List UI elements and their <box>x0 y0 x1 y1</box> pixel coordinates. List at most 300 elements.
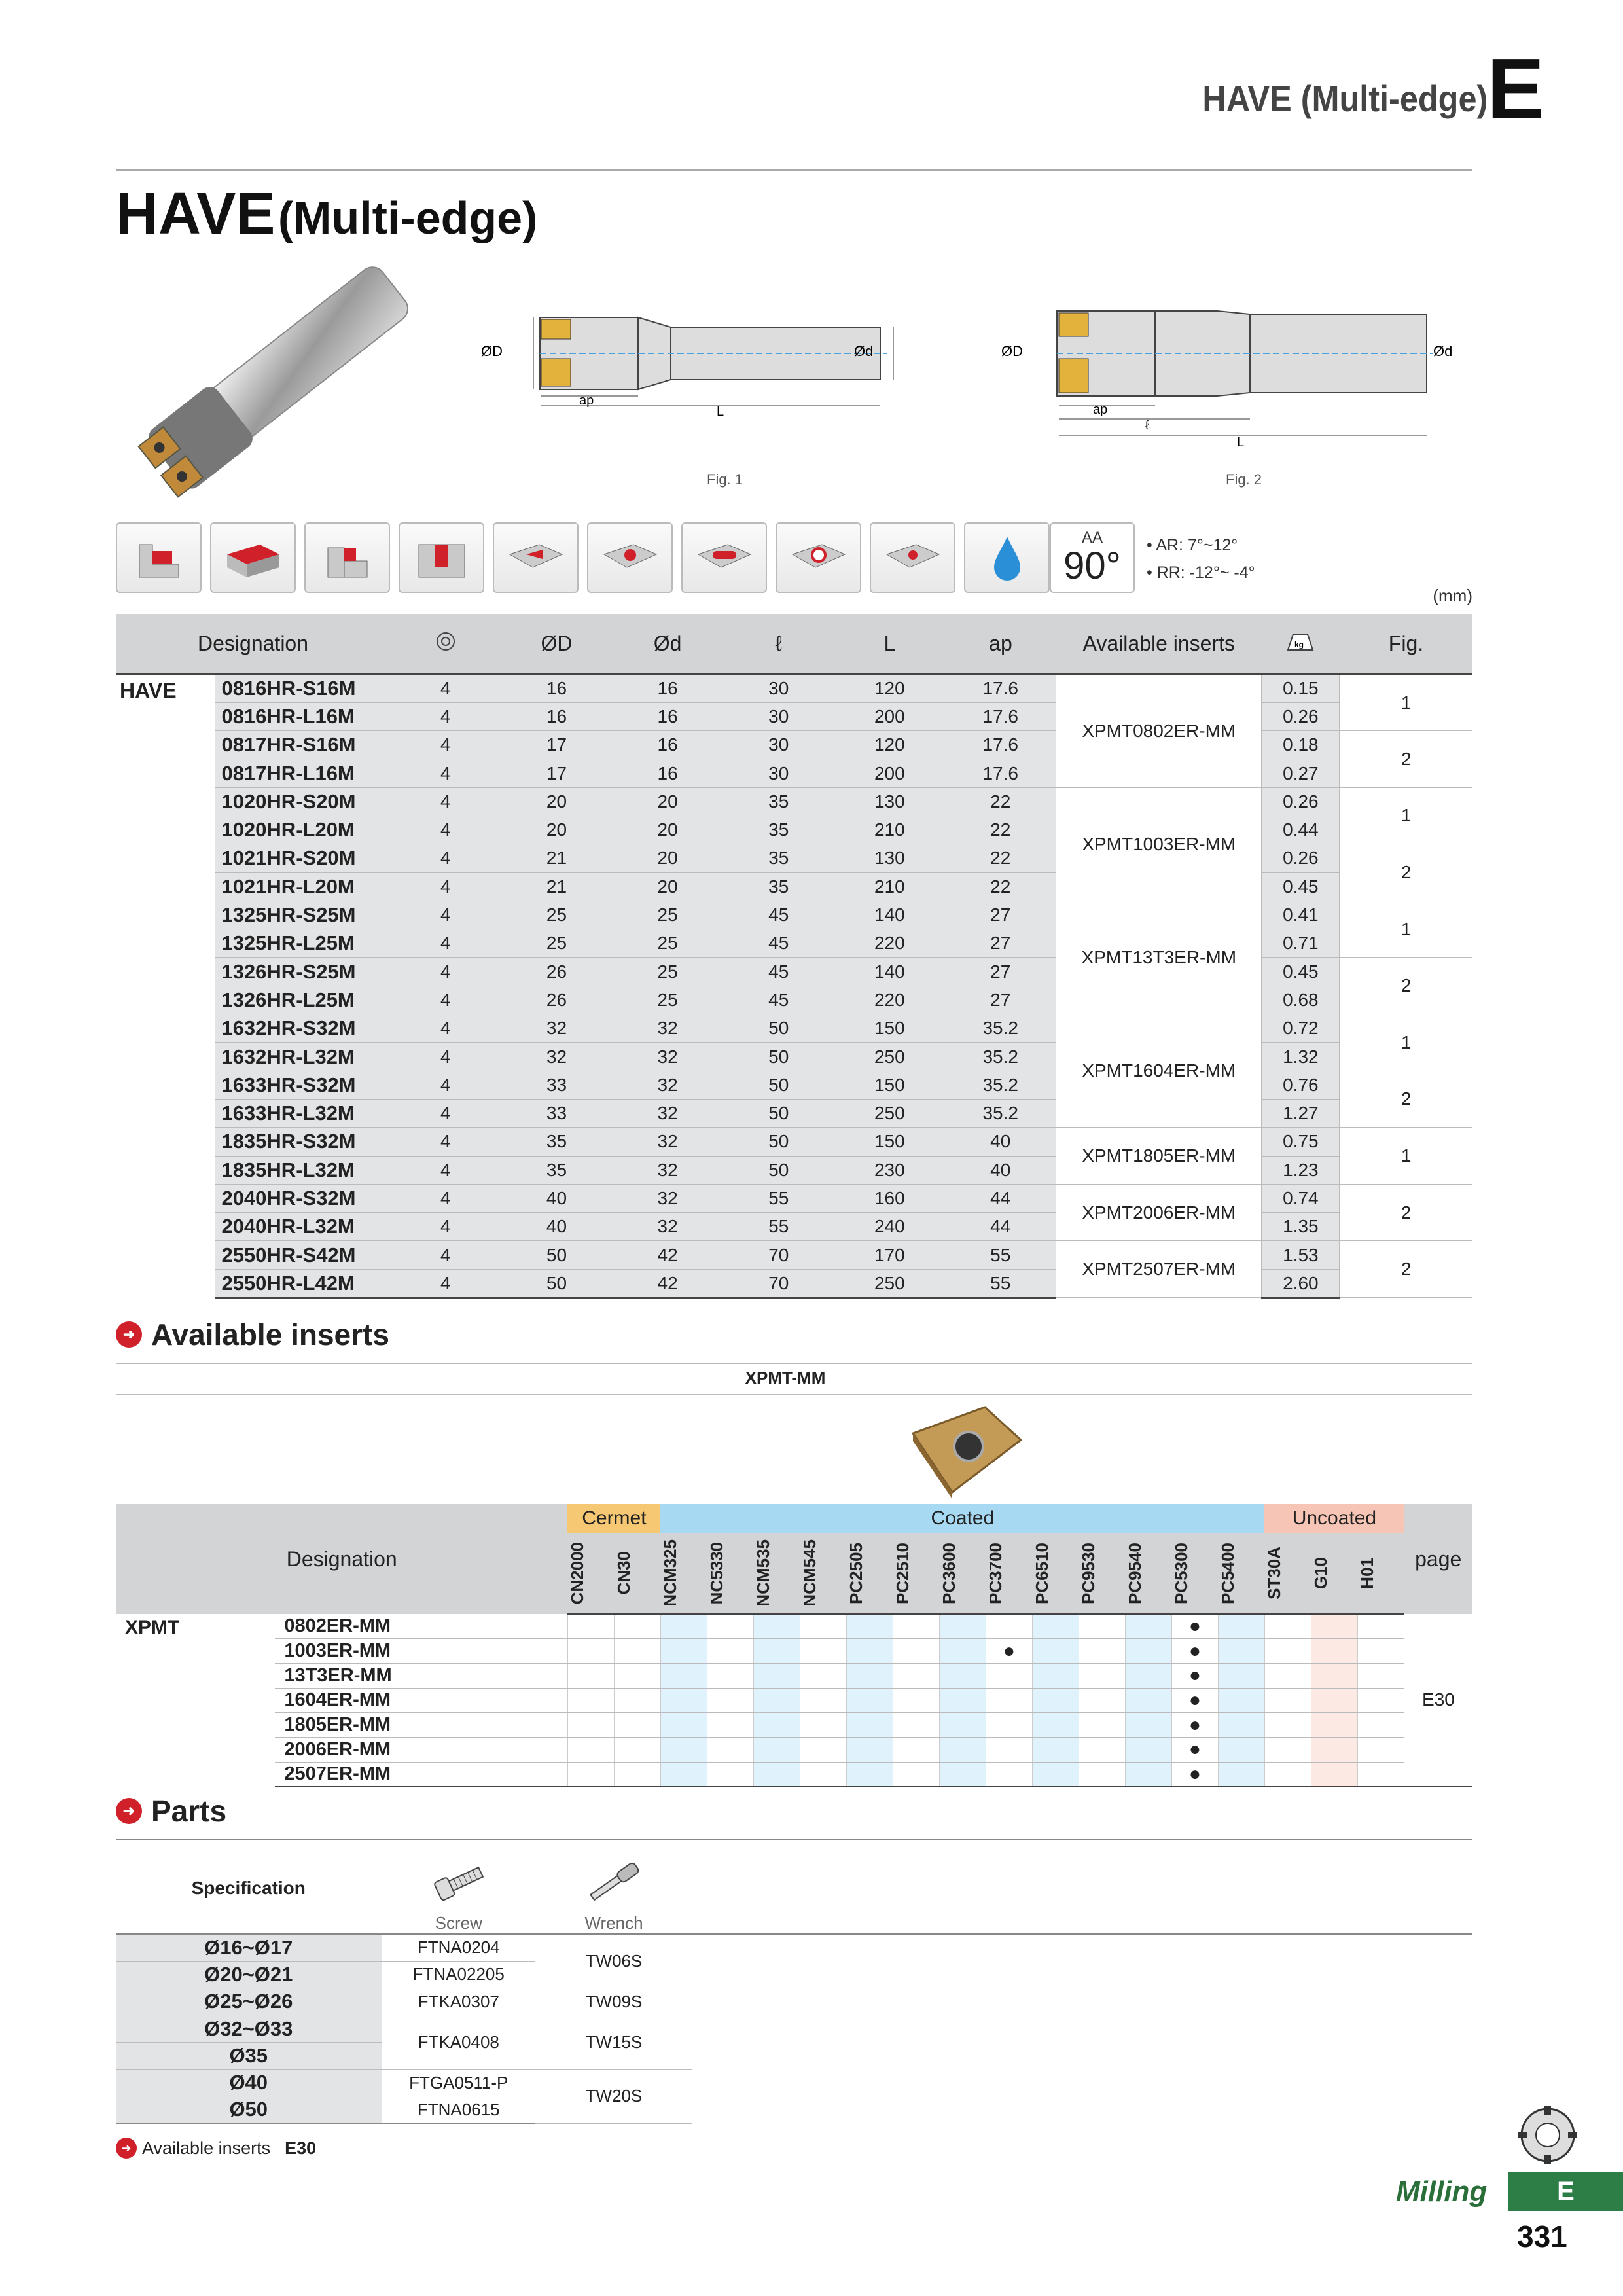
grade-cell <box>1218 1639 1264 1664</box>
approach-angle-value: 90° <box>1063 545 1121 587</box>
screw-cell: FTKA0408 <box>382 2015 535 2070</box>
pocketing-icon <box>587 522 673 593</box>
designation-cell: 1326HR-S25M <box>215 958 390 986</box>
value-cell-od: 21 <box>501 872 613 901</box>
table-row <box>116 1663 1472 1688</box>
value-cell-d: 20 <box>612 844 723 872</box>
weight-cell: 0.41 <box>1262 901 1340 929</box>
fig-cell: 2 <box>1340 844 1472 901</box>
wrench-cell: TW09S <box>535 1988 692 2015</box>
grade-cell <box>800 1762 846 1787</box>
grade-name: CN2000 <box>567 1541 588 1605</box>
grade-column <box>1218 1533 1264 1614</box>
value-cell-l: 130 <box>834 787 946 816</box>
weight-cell: 0.26 <box>1262 702 1340 730</box>
table-row <box>116 759 1472 787</box>
grade-column <box>1125 1533 1171 1614</box>
grade-cell <box>614 1639 660 1664</box>
grade-cell <box>1032 1713 1079 1738</box>
application-icons <box>116 522 1050 593</box>
arrow-bullet-icon: ➜ <box>116 2138 137 2159</box>
value-cell-ap: 55 <box>945 1269 1056 1297</box>
value-cell-l: 240 <box>834 1213 946 1241</box>
grade-cell <box>1032 1663 1079 1688</box>
grade-column <box>986 1533 1032 1614</box>
grade-cell <box>986 1737 1032 1762</box>
wrench-cell: TW06S <box>535 1934 692 1988</box>
table-row <box>116 731 1472 759</box>
availability-mark: ● <box>1003 1640 1015 1662</box>
screw-cell: FTGA0511-P <box>382 2069 535 2096</box>
value-cell-d: 25 <box>612 929 723 958</box>
screw-cell: FTNA02205 <box>382 1961 535 1988</box>
availability-mark: ● <box>1188 1713 1201 1736</box>
grade-cell <box>893 1737 939 1762</box>
svg-text:kg: kg <box>1294 639 1304 649</box>
weight-cell: 1.27 <box>1262 1099 1340 1127</box>
grade-cell <box>939 1762 986 1787</box>
availability-mark: ● <box>1188 1763 1201 1785</box>
spec-cell: Ø25~Ø26 <box>116 1988 382 2015</box>
col-fig: Fig. <box>1340 614 1472 674</box>
spec-cell: Ø32~Ø33 <box>116 2015 382 2042</box>
grade-cell <box>1079 1737 1125 1762</box>
arrow-bullet-icon: ➜ <box>116 1321 142 1348</box>
grade-cell <box>1218 1688 1264 1713</box>
value-cell-l: 220 <box>834 929 946 958</box>
fig-cell: 1 <box>1340 1014 1472 1071</box>
designation-cell: 1003ER-MM <box>275 1639 567 1664</box>
value-cell-ell: 30 <box>723 674 834 702</box>
weight-cell: 0.27 <box>1262 759 1340 787</box>
value-cell-z: 4 <box>390 787 501 816</box>
value-cell-ell: 35 <box>723 844 834 872</box>
table-row <box>116 1737 1472 1762</box>
value-cell-z: 4 <box>390 958 501 986</box>
fig-cell: 2 <box>1340 1184 1472 1241</box>
value-cell-d: 32 <box>612 1128 723 1156</box>
fig2-l-label: L <box>1237 435 1245 450</box>
value-cell-ap: 22 <box>945 844 1056 872</box>
value-cell-l: 160 <box>834 1184 946 1212</box>
table-row <box>116 702 1472 730</box>
value-cell-z: 4 <box>390 986 501 1014</box>
value-cell-d: 25 <box>612 986 723 1014</box>
table-row <box>116 1043 1472 1071</box>
rake-angle-notes <box>1147 531 1255 586</box>
grade-cell <box>846 1663 893 1688</box>
table-row <box>116 1071 1472 1099</box>
weight-cell: 0.45 <box>1262 872 1340 901</box>
table-row <box>116 1213 1472 1241</box>
parts-title: Parts <box>151 1794 227 1828</box>
grade-cell <box>1079 1713 1125 1738</box>
fig2-d-label: Ød <box>1433 343 1453 359</box>
designation-cell: 13T3ER-MM <box>275 1663 567 1688</box>
grade-cell <box>1311 1663 1357 1688</box>
designation-cell: 1633HR-L32M <box>215 1099 390 1127</box>
value-cell-ell: 30 <box>723 731 834 759</box>
col-ap: ap <box>945 614 1056 674</box>
value-cell-l: 140 <box>834 901 946 929</box>
value-cell-ap: 35.2 <box>945 1099 1056 1127</box>
grade-column <box>567 1533 614 1614</box>
grade-cell <box>707 1737 753 1762</box>
grade-cell <box>1125 1762 1171 1787</box>
grade-cell <box>707 1688 753 1713</box>
grade-cell <box>846 1713 893 1738</box>
value-cell-ap: 17.6 <box>945 674 1056 702</box>
grade-column <box>660 1533 707 1614</box>
value-cell-z: 4 <box>390 1241 501 1269</box>
value-cell-d: 42 <box>612 1241 723 1269</box>
col-page: page <box>1404 1504 1472 1614</box>
availability-mark: ● <box>1188 1689 1201 1711</box>
fig1-d-label: Ød <box>854 343 874 359</box>
value-cell-z: 4 <box>390 1071 501 1099</box>
designation-cell: 1835HR-L32M <box>215 1156 390 1184</box>
col-inserts: Available inserts <box>1056 614 1262 674</box>
value-cell-z: 4 <box>390 702 501 730</box>
weight-cell: 0.45 <box>1262 958 1340 986</box>
designation-cell: 1326HR-L25M <box>215 986 390 1014</box>
grade-cell <box>1311 1713 1357 1738</box>
weight-cell: 0.71 <box>1262 929 1340 958</box>
value-cell-ap: 35.2 <box>945 1014 1056 1043</box>
grade-cell <box>1079 1614 1125 1639</box>
col-screw <box>382 1842 535 1934</box>
value-cell-ell: 45 <box>723 986 834 1014</box>
fig2-drawing <box>1001 301 1472 465</box>
value-cell-ap: 22 <box>945 872 1056 901</box>
weight-cell: 0.15 <box>1262 674 1340 702</box>
weight-cell: 1.23 <box>1262 1156 1340 1184</box>
value-cell-l: 210 <box>834 872 946 901</box>
insert-rule-bottom <box>116 1394 1472 1395</box>
axial-rake-note: • AR: 7°~12° <box>1147 536 1238 554</box>
table-row <box>116 787 1472 816</box>
grade-cell <box>707 1762 753 1787</box>
family-name: HAVE <box>120 679 177 702</box>
plunging-icon <box>870 522 955 593</box>
value-cell-ell: 50 <box>723 1156 834 1184</box>
value-cell-ap: 22 <box>945 787 1056 816</box>
grade-cell <box>660 1639 707 1664</box>
value-cell-l: 210 <box>834 816 946 844</box>
grade-group-cermet: Cermet <box>567 1504 660 1533</box>
value-cell-od: 35 <box>501 1156 613 1184</box>
grade-cell <box>1311 1737 1357 1762</box>
designation-cell: 2550HR-L42M <box>215 1269 390 1297</box>
weight-cell: 0.72 <box>1262 1014 1340 1043</box>
value-cell-d: 25 <box>612 958 723 986</box>
col-weight <box>1262 614 1340 674</box>
table-row <box>116 1614 1472 1639</box>
table-row <box>116 1014 1472 1043</box>
value-cell-ell: 30 <box>723 702 834 730</box>
value-cell-z: 4 <box>390 1014 501 1043</box>
grade-name: H01 <box>1357 1557 1378 1589</box>
value-cell-ap: 27 <box>945 986 1056 1014</box>
slot-pocket-icon <box>681 522 767 593</box>
value-cell-ell: 50 <box>723 1128 834 1156</box>
value-cell-ell: 30 <box>723 759 834 787</box>
weight-cell: 0.75 <box>1262 1128 1340 1156</box>
value-cell-ell: 45 <box>723 901 834 929</box>
helical-interpolation-icon <box>776 522 861 593</box>
slotting-icon <box>399 522 484 593</box>
footer-note-ref: E30 <box>285 2138 317 2158</box>
grade-cell <box>939 1737 986 1762</box>
value-cell-l: 250 <box>834 1099 946 1127</box>
category-label: Milling <box>1396 2176 1488 2208</box>
designation-cell: 1325HR-L25M <box>215 929 390 958</box>
value-cell-ap: 27 <box>945 958 1056 986</box>
grade-group-row <box>116 1504 1472 1533</box>
wrench-icon <box>581 1856 647 1909</box>
wrench-cell: TW15S <box>535 2015 692 2070</box>
arrow-bullet-icon: ➜ <box>116 1798 142 1824</box>
value-cell-d: 20 <box>612 816 723 844</box>
value-cell-z: 4 <box>390 759 501 787</box>
grade-cell <box>1311 1614 1357 1639</box>
table-row <box>116 872 1472 901</box>
grade-cell <box>1311 1688 1357 1713</box>
value-cell-ap: 27 <box>945 929 1056 958</box>
fig-cell: 2 <box>1340 1241 1472 1298</box>
grade-cell <box>707 1713 753 1738</box>
table-row <box>116 1269 1472 1297</box>
value-cell-d: 25 <box>612 901 723 929</box>
grade-cell <box>753 1639 800 1664</box>
grade-cell <box>1218 1762 1264 1787</box>
value-cell-z: 4 <box>390 872 501 901</box>
grade-cell <box>753 1762 800 1787</box>
value-cell-ell: 45 <box>723 958 834 986</box>
weight-cell: 2.60 <box>1262 1269 1340 1297</box>
grade-column <box>1264 1533 1311 1614</box>
table-row <box>116 844 1472 872</box>
grade-cell <box>660 1762 707 1787</box>
ramping-icon <box>493 522 579 593</box>
grade-cell <box>567 1614 614 1639</box>
grade-cell <box>567 1737 614 1762</box>
value-cell-ell: 70 <box>723 1269 834 1297</box>
grade-cell <box>707 1614 753 1639</box>
value-cell-l: 250 <box>834 1269 946 1297</box>
fig-cell: 1 <box>1340 787 1472 844</box>
fig1-ap-label: ap <box>579 393 594 408</box>
insert-rule-top <box>116 1363 1472 1364</box>
grade-cell <box>846 1688 893 1713</box>
grade-cell <box>893 1762 939 1787</box>
fig2-od-label: ØD <box>1001 343 1023 359</box>
grade-name: NC5330 <box>707 1541 727 1605</box>
grade-name: PC3700 <box>986 1542 1006 1604</box>
shoulder-milling-icon <box>116 522 202 593</box>
designation-cell: 2006ER-MM <box>275 1737 567 1762</box>
available-inserts-title: Available inserts <box>151 1318 389 1352</box>
weight-cell: 0.76 <box>1262 1071 1340 1099</box>
designation-cell: 1021HR-L20M <box>215 872 390 901</box>
value-cell-od: 21 <box>501 844 613 872</box>
value-cell-d: 32 <box>612 1014 723 1043</box>
grade-cell <box>1264 1614 1311 1639</box>
radial-rake-note: • RR: -12°~ -4° <box>1147 564 1255 582</box>
approach-angle-label: AA <box>1081 529 1103 547</box>
grade-name: PC2505 <box>846 1542 866 1604</box>
value-cell-ap: 35.2 <box>945 1071 1056 1099</box>
grade-name: PC9540 <box>1125 1542 1145 1604</box>
grade-cell <box>567 1762 614 1787</box>
grade-cell <box>614 1688 660 1713</box>
value-cell-ap: 44 <box>945 1184 1056 1212</box>
value-cell-l: 150 <box>834 1071 946 1099</box>
grade-cell <box>986 1639 1032 1664</box>
grade-name: PC2510 <box>893 1542 913 1604</box>
grade-cell <box>1218 1713 1264 1738</box>
value-cell-l: 120 <box>834 674 946 702</box>
approach-angle-box <box>1050 522 1135 593</box>
grade-cell <box>1357 1639 1404 1664</box>
grade-cell <box>1171 1639 1218 1664</box>
grade-cell <box>1311 1762 1357 1787</box>
value-cell-od: 50 <box>501 1241 613 1269</box>
grade-column <box>846 1533 893 1614</box>
designation-cell: 1021HR-S20M <box>215 844 390 872</box>
value-cell-d: 20 <box>612 787 723 816</box>
value-cell-l: 140 <box>834 958 946 986</box>
value-cell-od: 25 <box>501 929 613 958</box>
grade-cell <box>939 1663 986 1688</box>
value-cell-ell: 50 <box>723 1099 834 1127</box>
value-cell-od: 16 <box>501 674 613 702</box>
milling-cutter-icon <box>1517 2104 1579 2166</box>
grade-column <box>800 1533 846 1614</box>
value-cell-z: 4 <box>390 929 501 958</box>
grade-cell <box>846 1614 893 1639</box>
grade-column <box>1311 1533 1357 1614</box>
weight-cell: 1.35 <box>1262 1213 1340 1241</box>
grade-column <box>939 1533 986 1614</box>
grade-column <box>893 1533 939 1614</box>
value-cell-z: 4 <box>390 816 501 844</box>
grade-cell <box>846 1737 893 1762</box>
grade-cell <box>846 1762 893 1787</box>
fig-cell: 1 <box>1340 674 1472 731</box>
designation-cell: 0817HR-L16M <box>215 759 390 787</box>
table-row <box>116 1934 1472 1961</box>
empty-cell <box>692 1934 1472 2123</box>
col-l: L <box>834 614 946 674</box>
value-cell-od: 40 <box>501 1184 613 1212</box>
designation-cell: 1805ER-MM <box>275 1713 567 1738</box>
page-ref-cell: E30 <box>1404 1614 1472 1787</box>
grade-cell <box>1032 1688 1079 1713</box>
grade-cell <box>1311 1639 1357 1664</box>
value-cell-z: 4 <box>390 1043 501 1071</box>
value-cell-od: 50 <box>501 1269 613 1297</box>
grade-cell <box>939 1713 986 1738</box>
grade-cell <box>893 1639 939 1664</box>
value-cell-od: 20 <box>501 816 613 844</box>
grade-cell <box>1171 1713 1218 1738</box>
grade-cell <box>567 1639 614 1664</box>
designation-cell: 1835HR-S32M <box>215 1128 390 1156</box>
grade-name: PC3600 <box>939 1542 959 1604</box>
col-spec: Specification <box>116 1842 382 1934</box>
value-cell-od: 35 <box>501 1128 613 1156</box>
grade-cell <box>614 1713 660 1738</box>
grade-name: PC9530 <box>1079 1542 1099 1604</box>
value-cell-d: 32 <box>612 1071 723 1099</box>
grade-cell <box>614 1762 660 1787</box>
teeth-count-icon <box>435 630 457 653</box>
designation-cell: 0816HR-L16M <box>215 702 390 730</box>
value-cell-ell: 70 <box>723 1241 834 1269</box>
value-cell-z: 4 <box>390 1128 501 1156</box>
grade-cell <box>753 1663 800 1688</box>
grade-cell <box>1171 1737 1218 1762</box>
fig1-caption: Fig. 1 <box>707 471 743 488</box>
value-cell-ell: 55 <box>723 1213 834 1241</box>
value-cell-z: 4 <box>390 844 501 872</box>
grade-cell <box>800 1639 846 1664</box>
grade-name: NCM325 <box>660 1539 681 1607</box>
designation-cell: 1604ER-MM <box>275 1688 567 1713</box>
value-cell-ap: 17.6 <box>945 731 1056 759</box>
screw-icon <box>426 1856 491 1909</box>
designation-cell: 2507ER-MM <box>275 1762 567 1787</box>
insert-cell: XPMT1604ER-MM <box>1056 1014 1262 1128</box>
grade-cell <box>753 1737 800 1762</box>
value-cell-d: 16 <box>612 674 723 702</box>
value-cell-l: 150 <box>834 1128 946 1156</box>
insert-photo <box>906 1401 1027 1499</box>
value-cell-ell: 50 <box>723 1014 834 1043</box>
table-row <box>116 1639 1472 1664</box>
col-designation: Designation <box>116 614 390 674</box>
availability-mark: ● <box>1188 1615 1201 1638</box>
grade-cell <box>614 1663 660 1688</box>
table-row <box>116 1128 1472 1156</box>
spec-cell: Ø35 <box>116 2042 382 2069</box>
grade-cell <box>939 1639 986 1664</box>
parts-header-row <box>116 1842 1472 1934</box>
table-row <box>116 674 1472 702</box>
grade-cell <box>1171 1663 1218 1688</box>
grade-cell <box>1079 1639 1125 1664</box>
footer-note-text: Available inserts <box>142 2138 271 2158</box>
value-cell-d: 16 <box>612 702 723 730</box>
grade-cell <box>660 1737 707 1762</box>
insert-cell: XPMT13T3ER-MM <box>1056 901 1262 1014</box>
grade-cell <box>1264 1663 1311 1688</box>
available-inserts-heading <box>116 1317 389 1352</box>
screw-cell: FTNA0615 <box>382 2096 535 2123</box>
insert-cell: XPMT2507ER-MM <box>1056 1241 1262 1298</box>
availability-mark: ● <box>1188 1664 1201 1687</box>
value-cell-od: 32 <box>501 1043 613 1071</box>
grade-cell <box>707 1639 753 1664</box>
grade-name: G10 <box>1311 1556 1331 1590</box>
value-cell-d: 16 <box>612 731 723 759</box>
fig1-od-label: ØD <box>481 343 503 359</box>
value-cell-z: 4 <box>390 731 501 759</box>
value-cell-ell: 55 <box>723 1184 834 1212</box>
spec-cell: Ø40 <box>116 2069 382 2096</box>
availability-mark: ● <box>1188 1738 1201 1761</box>
